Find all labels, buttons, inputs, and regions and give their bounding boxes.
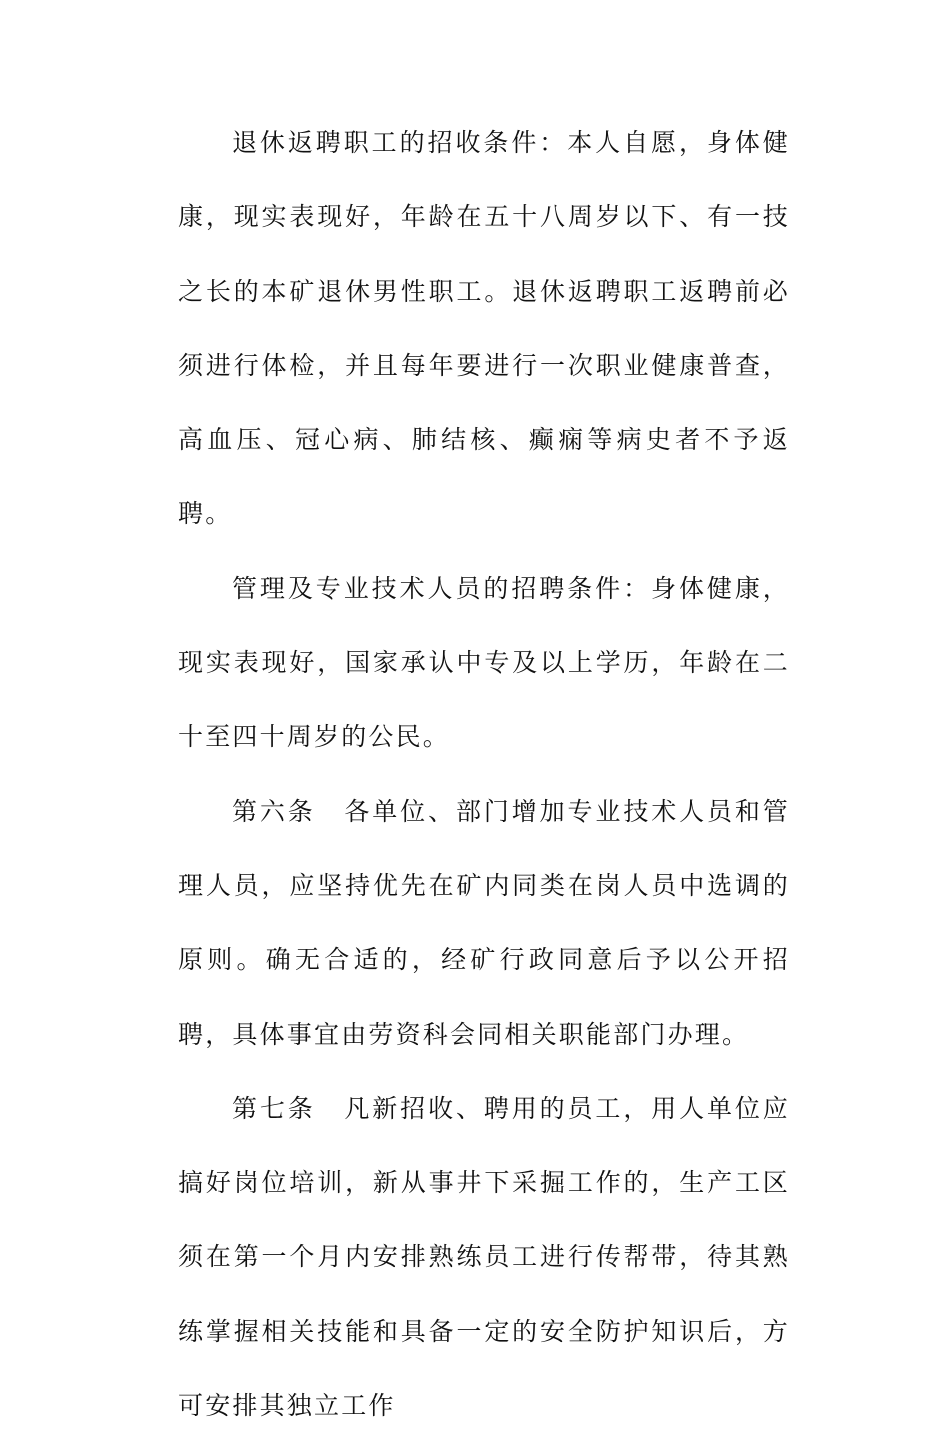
paragraph-article-6: [178, 775, 790, 1072]
document-body: [178, 106, 790, 1443]
paragraph-text: 凡新招收、聘用的员工，用人单位应搞好岗位培训，新从事井下采掘工作的，生产工区须在第一个月内安排熟练员工进行传帮带，待其熟练掌握相关技能和具备一定的安全防护知识后，方可安排其独立工作: [178, 1093, 790, 1421]
paragraph-text: 各单位、部门增加专业技术人员和管理人员，应坚持优先在矿内同类在岗人员中选调的原则。确无合适的，经矿行政同意后予以公开招聘，具体事宜由劳资科会同相关职能部门办理。: [178, 796, 790, 1049]
paragraph-retiree-conditions: [178, 106, 790, 552]
paragraph-text: 管理及专业技术人员的招聘条件：身体健康，现实表现好，国家承认中专及以上学历，年龄在二十至四十周岁的公民。: [178, 573, 790, 752]
paragraph-article-7: [178, 1072, 790, 1443]
paragraph-management-conditions: [178, 552, 790, 775]
article-title: 第六条: [232, 796, 316, 826]
paragraph-text: 退休返聘职工的招收条件：本人自愿，身体健康，现实表现好，年龄在五十八周岁以下、有一技之长的本矿退休男性职工。退休返聘职工返聘前必须进行体检，并且每年要进行一次职业健康普查，高血压、冠心病、肺结核、癫痫等病史者不予返聘。: [178, 128, 790, 529]
article-title: 第七条: [232, 1093, 316, 1123]
